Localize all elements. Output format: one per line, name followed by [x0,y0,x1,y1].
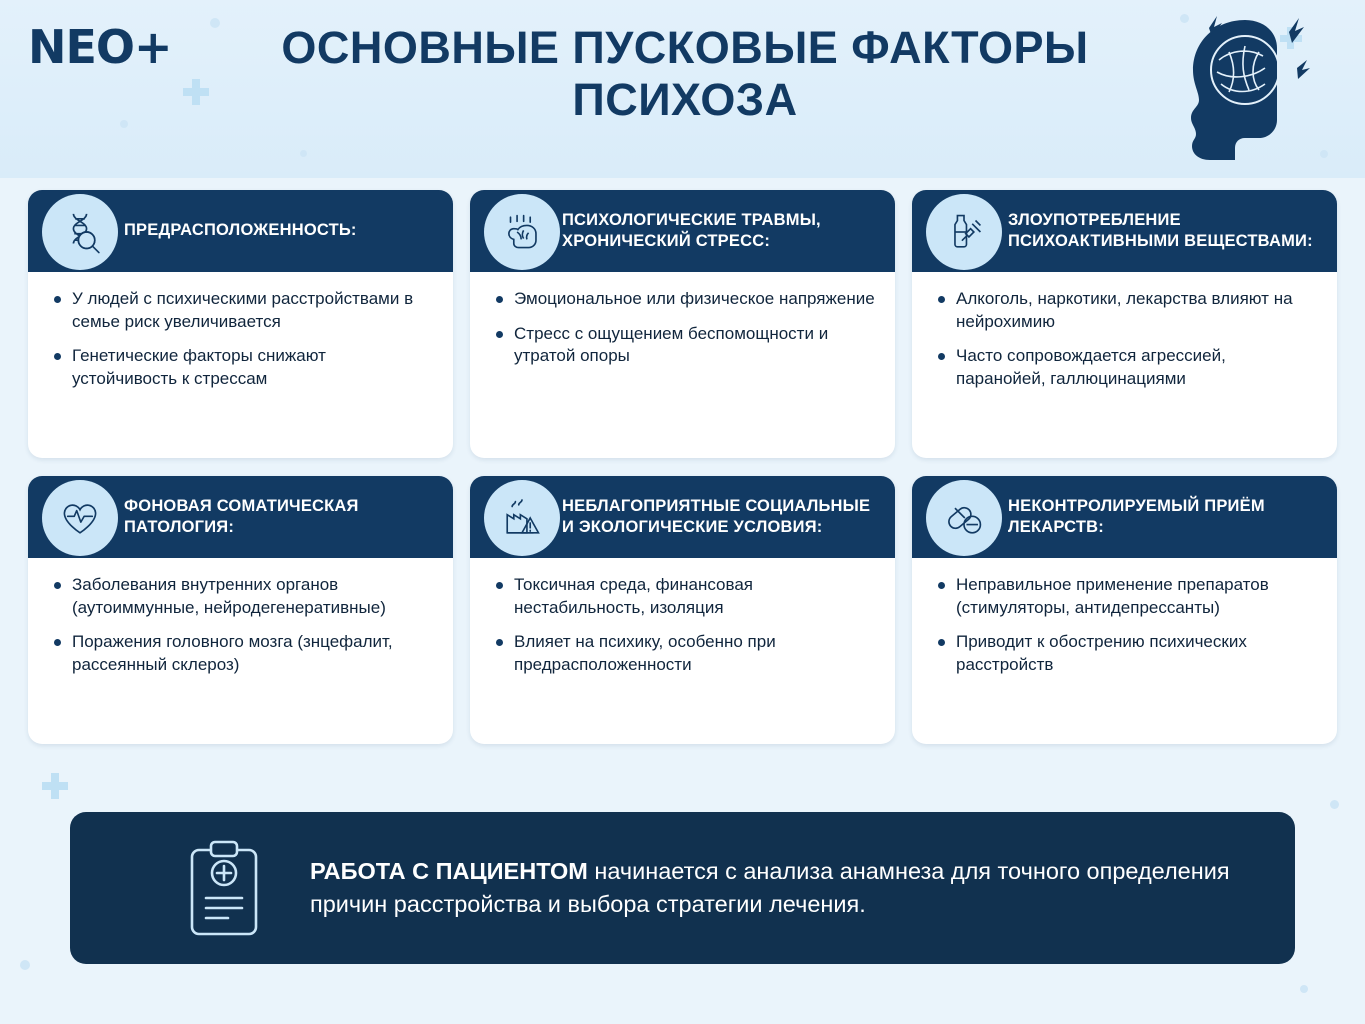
list-item: Часто сопровождается агрессией, паранойей, галлюцинациями [934,345,1319,390]
page-header [0,0,1365,178]
list-item: Генетические факторы снижают устойчивость к стрессам [50,345,435,390]
decorative-dot [1300,985,1308,993]
card-title: НЕБЛАГОПРИЯТНЫЕ СОЦИАЛЬНЫЕ И ЭКОЛОГИЧЕСКИЕ УСЛОВИЯ: [562,496,871,536]
list-item: Поражения головного мозга (знцефалит, рассеянный склероз) [50,631,435,676]
card-body [470,272,895,386]
clipboard-medical-icon [178,836,270,942]
heart-pulse-icon [42,480,118,556]
decorative-dot [20,960,30,970]
tangled-brain-head-icon [1137,8,1317,168]
bullet-list [492,574,877,676]
factor-cards-grid [28,190,1337,744]
footer-rest-text: начинается с анализа анамнеза для точного определения причин расстройства и выбора стратегии лечения. [310,857,1230,917]
card-predisposition [28,190,453,458]
decorative-dot [120,120,128,128]
list-item: Стресс с ощущением беспомощности и утратой опоры [492,323,877,368]
plus-decoration [192,79,200,105]
list-item: Заболевания внутренних органов (аутоиммунные, нейродегенеративные) [50,574,435,619]
plus-decoration [51,773,59,799]
bottle-syringe-icon [926,194,1002,270]
list-item: У людей с психическими расстройствами в семье риск увеличивается [50,288,435,333]
bullet-list [50,574,435,676]
stressed-brain-icon [484,194,560,270]
factory-warning-icon [484,480,560,556]
card-uncontrolled-medication [912,476,1337,744]
list-item: Токсичная среда, финансовая нестабильность, изоляция [492,574,877,619]
card-trauma-stress [470,190,895,458]
decorative-dot [210,18,220,28]
card-title: ПРЕДРАСПОЛОЖЕННОСТЬ: [124,221,357,240]
card-title: НЕКОНТРОЛИРУЕМЫЙ ПРИЁМ ЛЕКАРСТВ: [1008,496,1265,536]
bullet-list [492,288,877,368]
bullet-list [934,574,1319,676]
page-title: ОСНОВНЫЕ ПУСКОВЫЕ ФАКТОРЫ ПСИХОЗА [281,22,1089,125]
brand-logo-text: NEO+ [28,20,172,74]
card-body [28,272,453,408]
decorative-dot [1330,800,1339,809]
list-item: Неправильное применение препаратов (стимуляторы, антидепрессанты) [934,574,1319,619]
card-somatic-pathology [28,476,453,744]
bullet-list [50,288,435,390]
list-item: Эмоциональное или физическое напряжение [492,288,877,311]
card-title: ФОНОВАЯ СОМАТИЧЕСКАЯ ПАТОЛОГИЯ: [124,496,359,536]
card-title: ПСИХОЛОГИЧЕСКИЕ ТРАВМЫ, ХРОНИЧЕСКИЙ СТРЕСС: [562,210,821,250]
card-body [912,558,1337,694]
list-item: Влияет на психику, особенно при предрасположенности [492,631,877,676]
list-item: Приводит к обострению психических расстройств [934,631,1319,676]
footer-bold-text: РАБОТА С ПАЦИЕНТОМ [310,857,588,884]
bullet-list [934,288,1319,390]
card-body [28,558,453,694]
decorative-dot [300,150,307,157]
footer-banner [70,812,1295,964]
card-substance-abuse [912,190,1337,458]
card-title: ЗЛОУПОТРЕБЛЕНИЕ ПСИХОАКТИВНЫМИ ВЕЩЕСТВАМИ: [1008,210,1313,250]
brand-logo [28,18,198,76]
list-item: Алкоголь, наркотики, лекарства влияют на нейрохимию [934,288,1319,333]
card-body [470,558,895,694]
card-body [912,272,1337,408]
card-social-ecological [470,476,895,744]
decorative-dot [1320,150,1328,158]
pills-icon [926,480,1002,556]
footer-text [310,855,1295,922]
dna-magnifier-icon [42,194,118,270]
